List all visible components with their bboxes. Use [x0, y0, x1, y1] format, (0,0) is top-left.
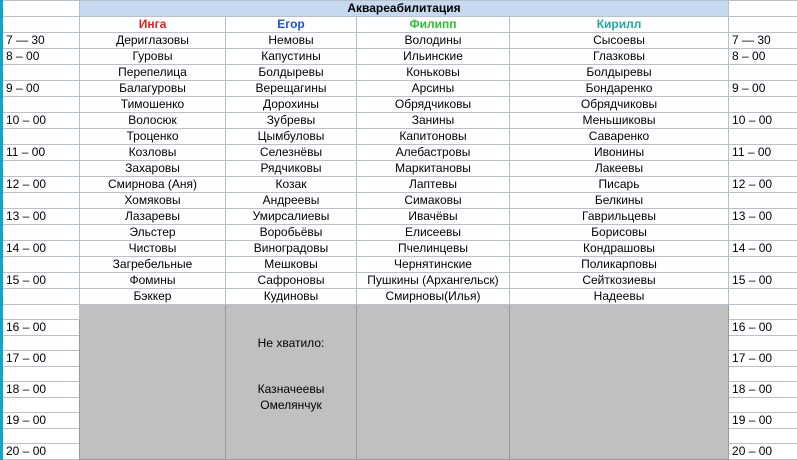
time-cell-right[interactable]: 18 – 00	[729, 382, 797, 398]
instructor-inga[interactable]: Инга	[80, 17, 226, 33]
family-cell[interactable]: Симаковы	[357, 193, 510, 209]
table-row	[2, 97, 797, 113]
corner-cell[interactable]	[2, 1, 80, 17]
time-cell-right[interactable]	[729, 367, 797, 382]
time-cell-right[interactable]: 20 – 00	[729, 444, 797, 460]
family-cell[interactable]: Елисеевы	[357, 225, 510, 241]
family-cell[interactable]: Маркитановы	[357, 161, 510, 177]
table-row	[2, 145, 797, 161]
time-cell-right[interactable]	[729, 429, 797, 444]
family-cell[interactable]: Цымбуловы	[226, 129, 357, 145]
time-cell-left[interactable]	[2, 193, 80, 209]
time-cell-right[interactable]: 12 – 00	[729, 177, 797, 193]
family-cell[interactable]: Ивонины	[510, 145, 729, 161]
family-cell[interactable]: Загребельные	[80, 257, 226, 273]
time-cell-right[interactable]	[729, 398, 797, 413]
time-cell-right[interactable]	[729, 193, 797, 209]
table-row	[2, 33, 797, 49]
family-cell[interactable]: Гаврильцевы	[510, 209, 729, 225]
family-cell[interactable]: Капустины	[226, 49, 357, 65]
family-cell[interactable]: Зубревы	[226, 113, 357, 129]
sheet-title[interactable]: Аквареабилитация	[80, 1, 729, 17]
shortage-note	[226, 305, 357, 460]
time-cell-left[interactable]	[2, 65, 80, 81]
time-cell-right[interactable]: 10 – 00	[729, 113, 797, 129]
family-cell[interactable]: Сысоевы	[510, 33, 729, 49]
family-cell[interactable]: Смирнова (Аня)	[80, 177, 226, 193]
instructor-kirill[interactable]: Кирилл	[510, 17, 729, 33]
corner-cell-right[interactable]	[729, 1, 797, 17]
family-cell[interactable]: Ильинские	[357, 49, 510, 65]
table-row	[2, 225, 797, 241]
family-cell[interactable]: Меньшиковы	[510, 113, 729, 129]
table-row	[2, 49, 797, 65]
family-cell[interactable]: Троценко	[80, 129, 226, 145]
empty-block-inga[interactable]	[80, 305, 226, 460]
family-cell[interactable]: Коньковы	[357, 65, 510, 81]
time-cell-left[interactable]	[2, 97, 80, 113]
family-cell[interactable]: Верещагины	[226, 81, 357, 97]
family-cell[interactable]: Сафроновы	[226, 273, 357, 289]
family-cell[interactable]: Чистовы	[80, 241, 226, 257]
time-cell-left[interactable]: 12 – 00	[2, 177, 80, 193]
time-cell-left[interactable]: 15 – 00	[2, 273, 80, 289]
time-cell-right[interactable]: 19 – 00	[729, 413, 797, 429]
time-cell-right[interactable]	[729, 97, 797, 113]
time-cell-left[interactable]: 8 – 00	[2, 49, 80, 65]
time-cell-left[interactable]	[2, 225, 80, 241]
family-cell[interactable]: Балагуровы	[80, 81, 226, 97]
family-cell[interactable]: Обрядчиковы	[357, 97, 510, 113]
family-cell[interactable]: Пушкины (Архангельск)	[357, 273, 510, 289]
table-row	[2, 305, 797, 320]
family-cell[interactable]: Писарь	[510, 177, 729, 193]
family-cell[interactable]: Володины	[357, 33, 510, 49]
time-cell-left[interactable]: 14 – 00	[2, 241, 80, 257]
time-cell-right[interactable]	[729, 225, 797, 241]
time-cell-left[interactable]: 19 – 00	[2, 413, 80, 429]
family-cell[interactable]: Эльстер	[80, 225, 226, 241]
time-cell-left[interactable]: 17 – 00	[2, 351, 80, 367]
header-time-cell[interactable]	[2, 17, 80, 33]
family-cell[interactable]: Занины	[357, 113, 510, 129]
shortage-name: Казначеевы	[229, 381, 353, 397]
time-cell-right[interactable]: 8 – 00	[729, 49, 797, 65]
family-cell[interactable]: Капитоновы	[357, 129, 510, 145]
family-cell[interactable]: Умирсалиевы	[226, 209, 357, 225]
time-cell-right[interactable]	[729, 305, 797, 320]
time-cell-right[interactable]: 9 – 00	[729, 81, 797, 97]
time-cell-left[interactable]: 18 – 00	[2, 382, 80, 398]
instructor-header-row	[2, 17, 797, 33]
instructor-filipp[interactable]: Филипп	[357, 17, 510, 33]
family-cell[interactable]: Надеевы	[510, 289, 729, 305]
family-cell[interactable]: Пчелинцевы	[357, 241, 510, 257]
table-row	[2, 81, 797, 97]
family-cell[interactable]: Чернятинские	[357, 257, 510, 273]
title-row	[2, 1, 797, 17]
family-cell[interactable]: Козловы	[80, 145, 226, 161]
family-cell[interactable]: Гуровы	[80, 49, 226, 65]
table-row	[2, 193, 797, 209]
time-cell-left[interactable]: 16 – 00	[2, 320, 80, 336]
family-cell[interactable]: Фомины	[80, 273, 226, 289]
time-cell-left[interactable]	[2, 398, 80, 413]
time-cell-left[interactable]	[2, 429, 80, 444]
family-cell[interactable]: Захаровы	[80, 161, 226, 177]
time-cell-left[interactable]: 9 – 00	[2, 81, 80, 97]
time-cell-left[interactable]: 13 – 00	[2, 209, 80, 225]
family-cell[interactable]: Обрядчиковы	[510, 97, 729, 113]
time-cell-right[interactable]	[729, 336, 797, 351]
time-cell-right[interactable]	[729, 129, 797, 145]
time-cell-right[interactable]	[729, 289, 797, 305]
family-cell[interactable]: Алебастровы	[357, 145, 510, 161]
family-cell[interactable]: Лазаревы	[80, 209, 226, 225]
time-cell-right[interactable]	[729, 161, 797, 177]
family-cell[interactable]: Воробьёвы	[226, 225, 357, 241]
family-cell[interactable]: Тимошенко	[80, 97, 226, 113]
instructor-egor[interactable]: Егор	[226, 17, 357, 33]
family-cell[interactable]: Селезнёвы	[226, 145, 357, 161]
family-cell[interactable]: Глазковы	[510, 49, 729, 65]
family-cell[interactable]: Дорохины	[226, 97, 357, 113]
table-row	[2, 161, 797, 177]
family-cell[interactable]: Белкины	[510, 193, 729, 209]
family-cell[interactable]: Рядчиковы	[226, 161, 357, 177]
table-row	[2, 177, 797, 193]
family-cell[interactable]: Перепелица	[80, 65, 226, 81]
time-cell-left[interactable]	[2, 367, 80, 382]
table-row	[2, 241, 797, 257]
time-cell-right[interactable]: 16 – 00	[729, 320, 797, 336]
time-cell-left[interactable]: 10 – 00	[2, 113, 80, 129]
time-cell-left[interactable]	[2, 305, 80, 320]
table-row	[2, 129, 797, 145]
empty-block-kirill[interactable]	[510, 305, 729, 460]
empty-block-filipp[interactable]	[357, 305, 510, 460]
table-row	[2, 257, 797, 273]
family-cell[interactable]: Волосюк	[80, 113, 226, 129]
family-cell[interactable]: Болдыревы	[510, 65, 729, 81]
family-cell[interactable]: Хомяковы	[80, 193, 226, 209]
time-cell-right[interactable]: 15 – 00	[729, 273, 797, 289]
family-cell[interactable]: Лакеевы	[510, 161, 729, 177]
shortage-label: Не хватило:	[229, 335, 353, 351]
family-cell[interactable]: Кудиновы	[226, 289, 357, 305]
time-cell-left[interactable]	[2, 336, 80, 351]
family-cell[interactable]: Болдыревы	[226, 65, 357, 81]
family-cell[interactable]: Бэккер	[80, 289, 226, 305]
time-cell-right[interactable]: 11 – 00	[729, 145, 797, 161]
family-cell[interactable]: Арсины	[357, 81, 510, 97]
table-row	[2, 65, 797, 81]
time-cell-left[interactable]	[2, 289, 80, 305]
family-cell[interactable]: Ивачёвы	[357, 209, 510, 225]
family-cell[interactable]: Кондрашовы	[510, 241, 729, 257]
time-cell-left[interactable]	[2, 161, 80, 177]
family-cell[interactable]: Поликарповы	[510, 257, 729, 273]
family-cell[interactable]: Сейткозиевы	[510, 273, 729, 289]
time-cell-right[interactable]: 14 – 00	[729, 241, 797, 257]
time-cell-left[interactable]: 20 – 00	[2, 444, 80, 460]
family-cell[interactable]: Лаптевы	[357, 177, 510, 193]
time-cell-left[interactable]	[2, 129, 80, 145]
time-cell-left[interactable]	[2, 257, 80, 273]
family-cell[interactable]: Андреевы	[226, 193, 357, 209]
family-cell[interactable]: Саваренко	[510, 129, 729, 145]
family-cell[interactable]: Бондаренко	[510, 81, 729, 97]
time-cell-right[interactable]: 17 – 00	[729, 351, 797, 367]
family-cell[interactable]: Немовы	[226, 33, 357, 49]
time-cell-left[interactable]: 7 — 30	[2, 33, 80, 49]
table-row	[2, 289, 797, 305]
time-cell-right[interactable]: 13 – 00	[729, 209, 797, 225]
family-cell[interactable]: Смирновы(Илья)	[357, 289, 510, 305]
time-cell-right[interactable]	[729, 257, 797, 273]
table-row	[2, 113, 797, 129]
family-cell[interactable]: Дериглазовы	[80, 33, 226, 49]
time-cell-left[interactable]: 11 – 00	[2, 145, 80, 161]
family-cell[interactable]: Борисовы	[510, 225, 729, 241]
shortage-name: Омелянчук	[229, 397, 353, 413]
family-cell[interactable]: Мешковы	[226, 257, 357, 273]
family-cell[interactable]: Виноградовы	[226, 241, 357, 257]
time-cell-right[interactable]: 7 — 30	[729, 33, 797, 49]
header-time-cell-right[interactable]	[729, 17, 797, 33]
table-row	[2, 209, 797, 225]
family-cell[interactable]: Козак	[226, 177, 357, 193]
time-cell-right[interactable]	[729, 65, 797, 81]
table-row	[2, 273, 797, 289]
